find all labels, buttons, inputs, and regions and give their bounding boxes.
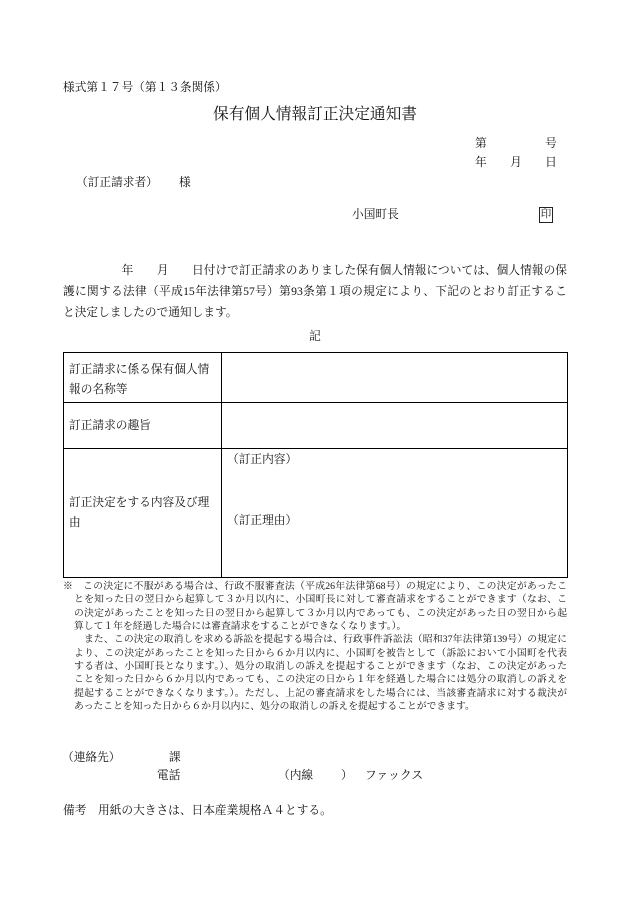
- row-label-cell: [64, 353, 222, 402]
- notes-line: 算して１年を経過した場合には審査請求をすることができなくなります。）。: [74, 621, 407, 633]
- remarks-label: 備考: [63, 804, 87, 817]
- extension-open: （内線: [278, 769, 314, 782]
- issue-date: 年 月 日: [475, 156, 557, 169]
- row-label-cell: [64, 449, 222, 577]
- remarks-text: 用紙の大きさは、日本産業規格Ａ４とする。: [98, 804, 332, 817]
- recipient-honorific: 様: [179, 176, 191, 189]
- notes-line: の決定があったことを知った日の翌日から起算して３か月以内であっても、この決定があった日の翌日から起: [74, 607, 567, 619]
- table-row: [64, 353, 567, 403]
- document-title: 保有個人情報訂正決定通知書: [213, 106, 417, 123]
- notes-line: 提起することができなくなります。）。ただし、上記の審査請求をした場合には、当該審査請求に対する裁決が: [74, 687, 567, 699]
- table-row: [64, 403, 567, 449]
- body-line: 護に関する法律（平成15年法律第57号）第93条第１項の規定により、下記のとおり訂正するこ: [63, 285, 567, 298]
- form-number: 様式第１７号（第１３条関係）: [63, 81, 227, 94]
- row-label: 訂正決定をする内容及び理由: [69, 496, 210, 529]
- notes-line: ※ この決定に不服がある場合は、行政不服審査法（平成26年法律第68号）の規定により、この決定があったこ: [63, 581, 567, 592]
- row-label: 訂正請求の趣旨: [69, 418, 151, 432]
- notes-line: あったことを知った日から６か月以内に、処分の取消しの訴えを提起することができます。: [74, 701, 475, 713]
- notes-paragraph: [63, 633, 567, 713]
- row-value-cell: [222, 403, 567, 448]
- recipient-label: （訂正請求者）: [76, 176, 158, 189]
- subheading-correction-reason: （訂正理由）: [227, 514, 298, 527]
- contact-label: （連絡先）: [62, 751, 121, 764]
- subheading-correction-content: （訂正内容）: [227, 453, 298, 466]
- correction-table: [63, 352, 568, 578]
- body-line: と決定しましたので通知します。: [63, 306, 238, 319]
- row-label-cell: [64, 403, 222, 448]
- notes-paragraph: [63, 580, 567, 633]
- seal-mark: 印: [539, 207, 553, 223]
- notes-line: とを知った日の翌日から起算して３か月以内に、小国町長に対して審査請求をすることができます（なお、こ: [74, 594, 567, 606]
- extension-close: ）: [341, 769, 353, 782]
- fax-label: ファックス: [365, 769, 424, 782]
- notes-line: する者は、小国町長となります。）、処分の取消しの訴えを提起することができます（なお、この決定があった: [74, 661, 567, 673]
- row-label: 訂正請求に係る保有個人情報の名称等: [69, 362, 210, 396]
- notes-line: ことを知った日から６か月以内であっても、この決定の日から１年を経過した場合には処分の取消しの訴えを: [74, 674, 567, 686]
- row-value-cell: [222, 353, 567, 402]
- ki-heading: 記: [309, 330, 321, 343]
- notes-section: [63, 580, 567, 713]
- notes-line: より、この決定があったことを知った日から６か月以内に、小国町を被告として（訴訟において小国町を代表: [74, 647, 567, 659]
- issuer-name: 小国町長: [352, 208, 399, 221]
- notes-line: また、この決定の取消しを求める訴訟を提起する場合は、行政事件訴訟法（昭和37年法律第139号）の規定に: [74, 634, 567, 646]
- body-line: 年 月 日付けで訂正請求のありました保有個人情報については、個人情報の保: [63, 264, 567, 277]
- table-row: [64, 449, 567, 577]
- department-suffix: 課: [169, 751, 181, 764]
- row-value-cell: [222, 449, 567, 577]
- body-paragraph: [63, 260, 567, 323]
- document-number: 第 号: [475, 137, 557, 150]
- phone-label: 電話: [157, 769, 181, 782]
